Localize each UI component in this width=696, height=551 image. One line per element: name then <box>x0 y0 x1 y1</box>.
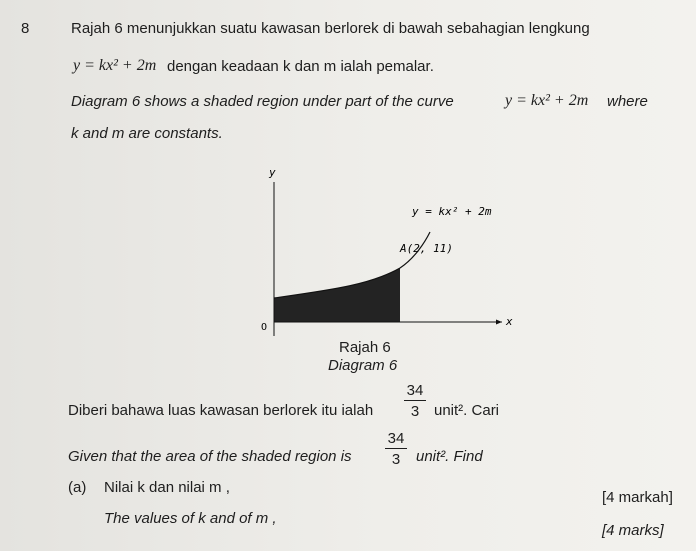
fraction-bar <box>385 448 407 449</box>
english-equation: y = kx² + 2m <box>505 92 589 109</box>
marks-malay: [4 markah] <box>602 489 673 506</box>
given-malay-unit: unit². Cari <box>434 402 500 419</box>
malay-line-1: Rajah 6 menunjukkan suatu kawasan berlorek di bawah sebahagian lengkung <box>71 20 590 37</box>
caption-malay: Rajah 6 <box>339 339 391 356</box>
area-fraction-malay <box>404 382 426 420</box>
point-a-label: A(2, 11) <box>400 242 453 255</box>
area-numerator: 34 <box>406 382 424 399</box>
part-a-malay: Nilai k dan nilai m , <box>104 479 230 496</box>
area-denominator: 3 <box>410 403 420 420</box>
question-number: 8 <box>21 20 30 37</box>
english-line-1: Diagram 6 shows a shaded region under part of the curve <box>71 93 454 110</box>
area-denominator: 3 <box>391 451 401 468</box>
given-english-unit: unit². Find <box>416 448 483 465</box>
given-english-text: Given that the area of the shaded region is <box>68 448 352 465</box>
x-axis-arrow <box>496 320 502 325</box>
english-line-2: k and m are constants. <box>71 125 223 142</box>
part-a-english: The values of k and of m , <box>104 510 277 527</box>
fraction-bar <box>404 400 426 401</box>
x-axis-label: x <box>506 315 513 328</box>
curve-label: y = kx² + 2m <box>412 205 492 218</box>
origin-label: O <box>261 322 268 333</box>
malay-equation: y = kx² + 2m <box>73 57 157 74</box>
malay-line-2: dengan keadaan k dan m ialah pemalar. <box>167 58 434 75</box>
given-malay-text: Diberi bahawa luas kawasan berlorek itu ialah <box>68 402 374 419</box>
caption-english: Diagram 6 <box>328 357 398 374</box>
area-numerator: 34 <box>387 430 405 447</box>
area-fraction-english <box>385 430 407 468</box>
y-axis-label: y <box>269 166 276 179</box>
english-where: where <box>607 93 648 110</box>
marks-english: [4 marks] <box>602 522 664 539</box>
part-a-label: (a) <box>68 479 87 496</box>
